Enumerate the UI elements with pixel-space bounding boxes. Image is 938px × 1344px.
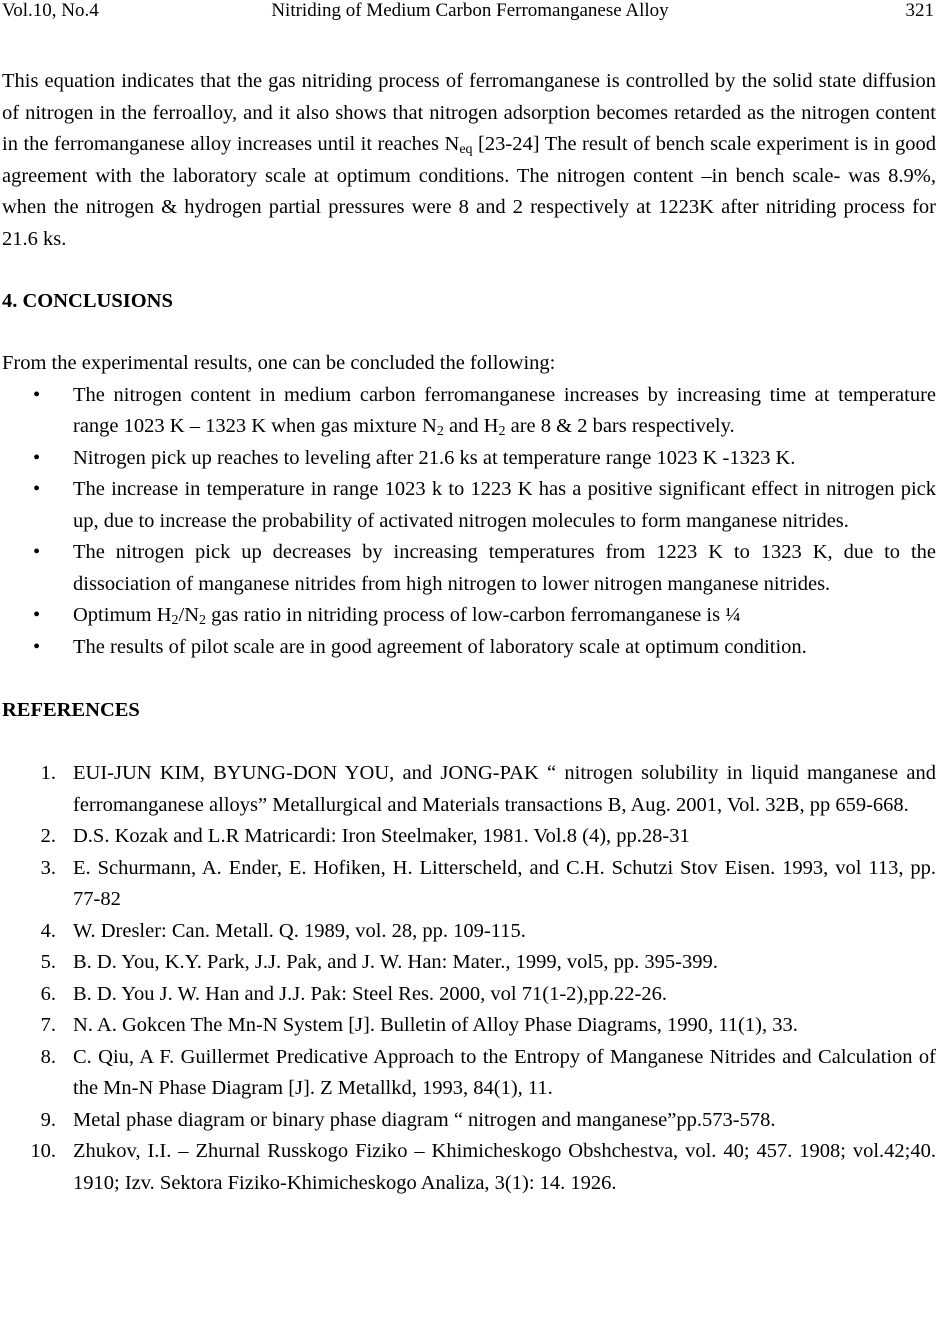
reference-item bbox=[2, 916, 936, 948]
reference-number: 7. bbox=[40, 1014, 56, 1036]
conclusions-heading: 4. CONCLUSIONS bbox=[2, 290, 173, 312]
conclusion-item bbox=[2, 537, 936, 600]
reference-number: 8. bbox=[40, 1045, 56, 1068]
conclusion-item bbox=[2, 443, 936, 475]
bullet-icon: • bbox=[33, 635, 41, 658]
conclusion-text: Nitrogen pick up reaches to leveling after 21.6 ks at temperature range 1023 K -1323 K. bbox=[73, 446, 796, 469]
reference-text: EUI-JUN KIM, BYUNG-DON YOU, and JONG-PAK “ nitrogen solubility in liquid manganese and ferromanganese alloys” Metallurgical and Materials transactions B, Aug. 2001, Vol. 32B, pp 659-668. bbox=[73, 762, 936, 816]
conclusion-text: gas ratio in nitriding process of low-carbon ferromanganese is ¼ bbox=[206, 604, 741, 626]
page-body bbox=[2, 66, 936, 1199]
reference-item bbox=[2, 1042, 936, 1105]
bullet-icon: • bbox=[33, 478, 41, 500]
conclusion-item bbox=[2, 474, 936, 537]
conclusion-text: and H bbox=[443, 415, 499, 437]
reference-number: 3. bbox=[40, 856, 56, 879]
reference-number: 2. bbox=[40, 825, 56, 847]
reference-text: N. A. Gokcen The Mn-N System [J]. Bulletin of Alloy Phase Diagrams, 1990, 11(1), 33. bbox=[73, 1014, 798, 1036]
reference-item bbox=[2, 1105, 936, 1137]
reference-text: C. Qiu, A F. Guillermet Predicative Approach to the Entropy of Manganese Nitrides and Calculation of the Mn-N Phase Diagram [J]. Z Metallkd, 1993, 84(1), 11. bbox=[73, 1045, 936, 1099]
reference-item bbox=[2, 1136, 936, 1199]
reference-text: Metal phase diagram or binary phase diagram “ nitrogen and manganese”pp.573-578. bbox=[73, 1108, 776, 1131]
running-title: Nitriding of Medium Carbon Ferromanganese Alloy bbox=[271, 0, 669, 21]
subscript: 2 bbox=[171, 613, 179, 628]
intro-text-a: This equation indicates that the gas nitriding process of ferromanganese is controlled by the solid state diffusion of nitrogen in the ferroalloy, and it also shows that nitrogen adsorption becomes retarded as the nitrogen content in the ferromanganese alloy increases until it reaches N bbox=[2, 70, 936, 155]
reference-text: W. Dresler: Can. Metall. Q. 1989, vol. 28, pp. 109-115. bbox=[73, 919, 526, 942]
reference-item bbox=[2, 1010, 936, 1042]
reference-number: 10. bbox=[30, 1140, 56, 1162]
reference-number: 5. bbox=[40, 951, 56, 973]
references-list bbox=[2, 758, 936, 1199]
intro-text-b: [23-24] The result of bench scale experiment is in good agreement with the laboratory scale at optimum conditions. The nitrogen content –in bench scale- was 8.9%, when the nitrogen & hydrogen partial pressures were 8 and 2 respectively at 1223K after nitriding process for 21.6 ks. bbox=[2, 133, 936, 250]
subscript: 2 bbox=[199, 613, 207, 628]
intro-paragraph bbox=[2, 66, 936, 255]
reference-text: B. D. You J. W. Han and J.J. Pak: Steel Res. 2000, vol 71(1-2),pp.22-26. bbox=[73, 982, 667, 1005]
reference-item bbox=[2, 979, 936, 1011]
reference-number: 9. bbox=[40, 1108, 56, 1131]
reference-number: 6. bbox=[40, 982, 56, 1005]
conclusions-lead: From the experimental results, one can be concluded the following: bbox=[2, 352, 556, 374]
conclusion-text: Optimum H bbox=[73, 604, 172, 626]
reference-text: D.S. Kozak and L.R Matricardi: Iron Steelmaker, 1981. Vol.8 (4), pp.28-31 bbox=[73, 825, 690, 847]
reference-text: E. Schurmann, A. Ender, E. Hofiken, H. Litterscheld, and C.H. Schutzi Stov Eisen. 1993, vol 113, pp. 77-82 bbox=[73, 856, 936, 910]
intro-subscript: eq bbox=[459, 142, 473, 157]
conclusion-text: The nitrogen pick up decreases by increasing temperatures from 1223 K to 1323 K, due to the dissociation of manganese nitrides from high nitrogen to lower nitrogen manganese nitrides. bbox=[73, 541, 936, 595]
conclusion-item bbox=[2, 380, 936, 443]
conclusions-list bbox=[2, 380, 936, 664]
conclusion-item bbox=[2, 632, 936, 664]
references-heading: REFERENCES bbox=[2, 699, 140, 721]
bullet-icon: • bbox=[33, 446, 41, 469]
reference-item bbox=[2, 758, 936, 821]
bullet-icon: • bbox=[33, 541, 41, 563]
reference-text: Zhukov, I.I. – Zhurnal Russkogo Fiziko – Khimicheskogo Obshchestva, vol. 40; 457. 1908; vol.42;40. 1910; Izv. Sektora Fiziko-Khimicheskogo Analiza, 3(1): 14. 1926. bbox=[73, 1140, 936, 1194]
volume-label: Vol.10, No.4 bbox=[2, 0, 99, 21]
reference-item bbox=[2, 821, 936, 853]
conclusion-text: The increase in temperature in range 1023 k to 1223 K has a positive significant effect in nitrogen pick up, due to increase the probability of activated nitrogen molecules to form manganese nitrides. bbox=[73, 478, 936, 532]
reference-text: B. D. You, K.Y. Park, J.J. Pak, and J. W. Han: Mater., 1999, vol5, pp. 395-399. bbox=[73, 951, 718, 973]
bullet-icon: • bbox=[33, 383, 41, 406]
bullet-icon: • bbox=[33, 604, 41, 626]
page-number: 321 bbox=[905, 0, 934, 21]
conclusion-text: are 8 & 2 bars respectively. bbox=[505, 415, 735, 437]
subscript: 2 bbox=[498, 424, 506, 439]
subscript: 2 bbox=[436, 424, 444, 439]
conclusion-text: The nitrogen content in medium carbon ferromanganese increases by increasing time at temperature range 1023 K – 1323 K when gas mixture N bbox=[73, 383, 936, 437]
running-header bbox=[2, 0, 938, 26]
conclusion-item bbox=[2, 600, 936, 632]
conclusion-text: The results of pilot scale are in good agreement of laboratory scale at optimum condition. bbox=[73, 635, 807, 658]
reference-number: 1. bbox=[40, 762, 56, 784]
reference-item bbox=[2, 853, 936, 916]
reference-number: 4. bbox=[40, 919, 56, 942]
reference-item bbox=[2, 947, 936, 979]
conclusion-text: /N bbox=[178, 604, 200, 626]
